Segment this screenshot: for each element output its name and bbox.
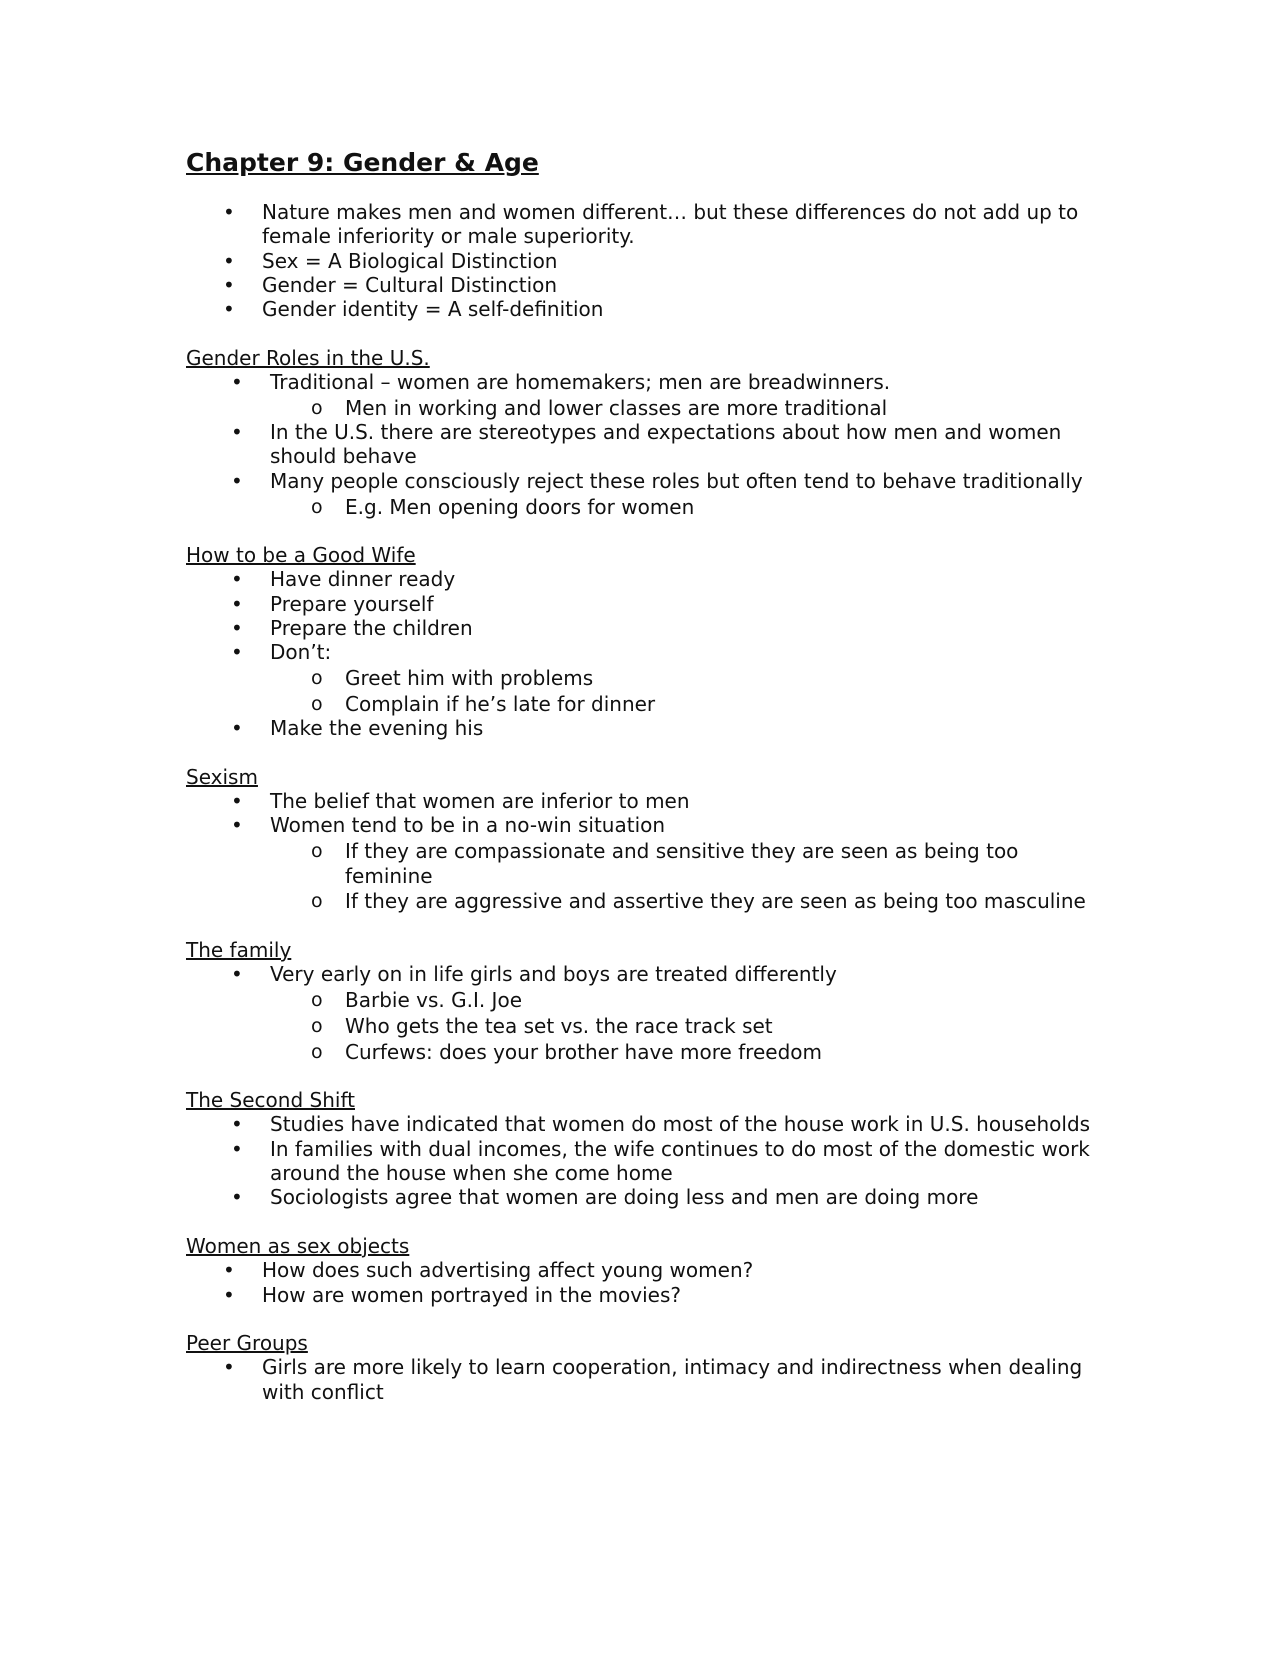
bullet-icon: • xyxy=(231,567,243,592)
sub-list-item: o Barbie vs. G.I. Joe xyxy=(311,988,522,1012)
section-list xyxy=(186,1258,1106,1307)
bullet-icon: • xyxy=(231,420,243,445)
bullet-icon: • xyxy=(231,789,243,814)
sub-bullet-icon: o xyxy=(311,495,323,518)
section-heading: Women as sex objects xyxy=(186,1233,410,1258)
bullet-icon: • xyxy=(231,616,243,641)
section-heading: Gender Roles in the U.S. xyxy=(186,345,430,370)
section-heading: The family xyxy=(186,937,292,962)
list-item: • Studies have indicated that women do most of the house work in U.S. households xyxy=(231,1112,1091,1137)
list-item: • Gender identity = A self-definition xyxy=(223,297,604,322)
bullet-icon: • xyxy=(231,1112,243,1137)
sub-bullet-icon: o xyxy=(311,890,323,913)
section-list xyxy=(186,789,1106,913)
section-list xyxy=(186,1112,1106,1209)
sub-bullet-icon: o xyxy=(311,396,323,419)
bullet-icon: • xyxy=(231,591,243,616)
list-item: • Many people consciously reject these roles but often tend to behave traditionally o E.g. Men opening doors for women xyxy=(186,469,1106,519)
section-list xyxy=(186,1355,1106,1404)
section-list xyxy=(186,370,1106,519)
bullet-icon: • xyxy=(231,370,243,395)
sub-list-item: o If they are compassionate and sensitive they are seen as being too feminine xyxy=(311,839,1019,888)
list-item: • Very early on in life girls and boys are treated differently o Barbie vs. G.I. Joe o Who gets the tea set vs. the race track set o Curfews: does your brother have more freedom xyxy=(186,962,1106,1064)
section-heading: How to be a Good Wife xyxy=(186,543,416,568)
bullet-icon: • xyxy=(223,272,235,297)
list-item: • Prepare the children xyxy=(231,616,473,641)
bullet-icon: • xyxy=(223,200,235,224)
list-item: • Sociologists agree that women are doing less and men are doing more xyxy=(231,1185,979,1210)
list-item: • Prepare yourself xyxy=(231,591,434,616)
list-item: • Girls are more likely to learn cooperation, intimacy and indirectness when dealing with conflict xyxy=(223,1355,1083,1404)
list-item: • Sex = A Biological Distinction xyxy=(223,248,558,273)
sub-list-item: o If they are aggressive and assertive they are seen as being too masculine xyxy=(311,889,1086,914)
section-heading: Sexism xyxy=(186,764,258,789)
section-heading: The Second Shift xyxy=(186,1088,355,1113)
bullet-icon: • xyxy=(231,813,243,838)
sub-bullet-icon: o xyxy=(311,1040,323,1063)
list-item: • Nature makes men and women different… but these differences do not add up to female inferiority or male superiority. xyxy=(223,200,1079,249)
sub-list-item: o Curfews: does your brother have more freedom xyxy=(311,1039,822,1064)
bullet-icon: • xyxy=(231,1136,243,1161)
bullet-icon: • xyxy=(231,640,243,665)
page-title: Chapter 9: Gender & Age xyxy=(186,148,539,177)
list-item: • Gender = Cultural Distinction xyxy=(223,272,558,297)
list-item: • Make the evening his xyxy=(231,716,484,741)
bullet-icon: • xyxy=(223,1258,235,1283)
section-heading: Peer Groups xyxy=(186,1331,308,1356)
list-item: • Women tend to be in a no-win situation o If they are compassionate and sensitive they are seen as being too feminine o If they are aggressive and assertive they are seen as being too masculine xyxy=(186,813,1106,913)
bullet-icon: • xyxy=(223,248,235,273)
bullet-icon: • xyxy=(223,297,235,322)
list-item: • Don’t: o Greet him with problems o Complain if he’s late for dinner xyxy=(186,640,1106,716)
bullet-icon: • xyxy=(231,716,243,741)
sub-bullet-icon: o xyxy=(311,1014,323,1037)
bullet-icon: • xyxy=(231,468,243,493)
sub-bullet-icon: o xyxy=(311,692,323,715)
bullet-icon: • xyxy=(223,1282,235,1307)
sub-list-item: o Greet him with problems xyxy=(311,666,594,691)
document-page xyxy=(186,146,1106,1404)
sub-bullet-icon: o xyxy=(311,989,323,1011)
sub-bullet-icon: o xyxy=(311,840,323,863)
sub-list-item: o E.g. Men opening doors for women xyxy=(311,494,695,519)
sub-bullet-icon: o xyxy=(311,667,323,690)
list-item: • Traditional – women are homemakers; men are breadwinners. o Men in working and lower classes are more traditional xyxy=(186,370,1106,420)
sub-list-item: o Men in working and lower classes are more traditional xyxy=(311,395,888,420)
section-list xyxy=(186,962,1106,1064)
sub-list-item: o Complain if he’s late for dinner xyxy=(311,691,656,716)
list-item: • How are women portrayed in the movies? xyxy=(223,1282,681,1307)
list-item: • Have dinner ready xyxy=(231,567,456,592)
section-list xyxy=(186,567,1106,740)
bullet-icon: • xyxy=(223,1355,235,1380)
list-item: • The belief that women are inferior to men xyxy=(231,789,690,814)
list-item: • In families with dual incomes, the wife continues to do most of the domestic work around the house when she come home xyxy=(231,1136,1090,1186)
list-item: • In the U.S. there are stereotypes and expectations about how men and women should behave xyxy=(231,420,1062,469)
intro-list xyxy=(186,200,1106,321)
bullet-icon: • xyxy=(231,962,243,987)
bullet-icon: • xyxy=(231,1185,243,1210)
list-item: • How does such advertising affect young women? xyxy=(223,1258,754,1283)
sub-list-item: o Who gets the tea set vs. the race track set xyxy=(311,1013,773,1038)
